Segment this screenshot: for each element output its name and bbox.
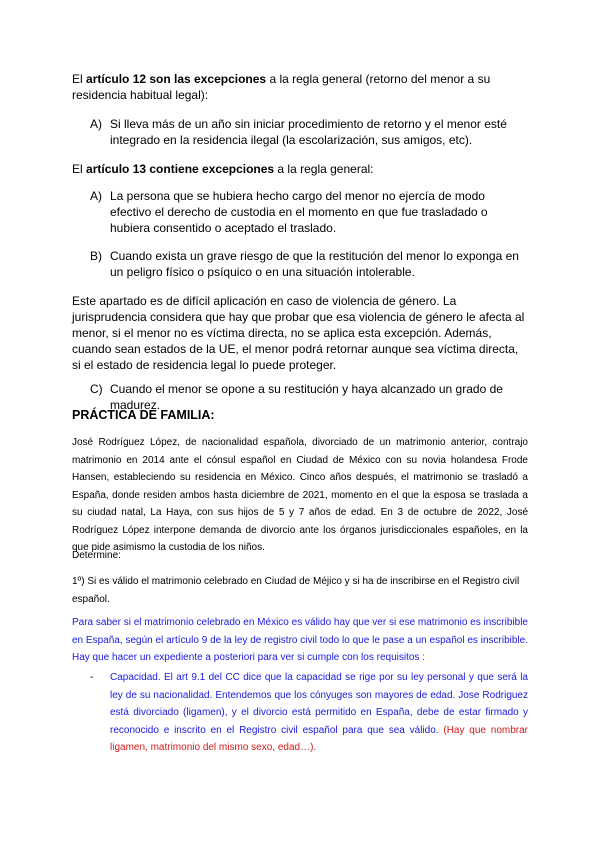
art13-intro: El artículo 13 contiene excepciones a la regla general:: [72, 162, 374, 176]
bullet-dash: -: [90, 672, 94, 683]
bullet-text: Capacidad. El art 9.1 del CC dice que la capacidad se rige por su ley personal y que será la ley de su nacionalidad. Entendemos que los cónyuges son mayores de edad. Jose Rodriguez está divorciado (ligamen), y el divorcio está permitido en España, debe de estar firmado y reconocido e inscrito en el Registro civil español para que sea válido. (Hay que nombrar ligamen, matrimonio del mismo sexo, edad…).: [110, 672, 528, 753]
list-text: Cuando exista un grave riesgo de que la restitución del menor lo exponga en un peligro físico o psíquico o en una situación intolerable.: [110, 249, 519, 279]
list-label: B): [90, 249, 102, 263]
case-paragraph: José Rodríguez López, de nacionalidad española, divorciado de un matrimonio anterior, contrajo matrimonio en 2014 ante el cónsul español en Ciudad de México con su novia holandesa Frode Hansen, estableciendo su residencia en México. Cinco años después, el matrimonio se trasladó a España, donde residen ambos hasta diciembre de 2021, momento en el que la esposa se traslada a su ciudad natal, La Haya, con sus hijos de 5 y 7 años de edad. En 3 de octubre de 2022, José Rodríguez López interpone demanda de divorcio ante los órganos jurisdiccionales españoles, en la que pide asimismo la custodia de los niños.: [72, 437, 528, 553]
list-label: A): [90, 189, 102, 203]
gender-violence-paragraph: Este apartado es de difícil aplicación en caso de violencia de género. La jurisprudencia considera que hay que probar que esa violencia de género le afecta al menor, si el menor no es víctima directa, no se aplica esta excepción. Además, cuando sean estados de la UE, el menor podrá retornar aunque sea víctima directa, si el estado de residencia legal lo puede proteger.: [72, 294, 525, 372]
bullet-note: (Hay que nombrar ligamen, matrimonio del mismo sexo, edad…).: [110, 724, 528, 753]
list-text: La persona que se hubiera hecho cargo del menor no ejercía de modo efectivo el derecho de custodia en el momento en que fue trasladado o hubiera consentido o aceptado el traslado.: [110, 189, 488, 235]
determine-label: Determine:: [72, 550, 121, 561]
list-text: Cuando el menor se opone a su restitución y haya alcanzado un grado de madurez.: [110, 382, 503, 412]
practice-heading: PRÁCTICA DE FAMILIA:: [72, 408, 215, 422]
answer-paragraph: Para saber si el matrimonio celebrado en México es válido hay que ver si ese matrimonio es inscribible en España, según el artículo 9 de la ley de registro civil todo lo que le pase a un español es inscribible. Hay que hacer un expediente a posteriori para ver si cumple con los requisitos :: [72, 617, 528, 663]
list-label: C): [90, 382, 103, 396]
list-label: A): [90, 117, 102, 131]
question-1: 1º) Si es válido el matrimonio celebrado en Ciudad de Méjico y si ha de inscribirse en el Registro civil español.: [72, 576, 520, 605]
art12-intro: El artículo 12 son las excepciones a la regla general (retorno del menor a su residencia habitual legal):: [72, 72, 491, 102]
list-text: Si lleva más de un año sin iniciar procedimiento de retorno y el menor esté integrado en la residencia ilegal (la escolarización, sus amigos, etc).: [110, 117, 507, 147]
